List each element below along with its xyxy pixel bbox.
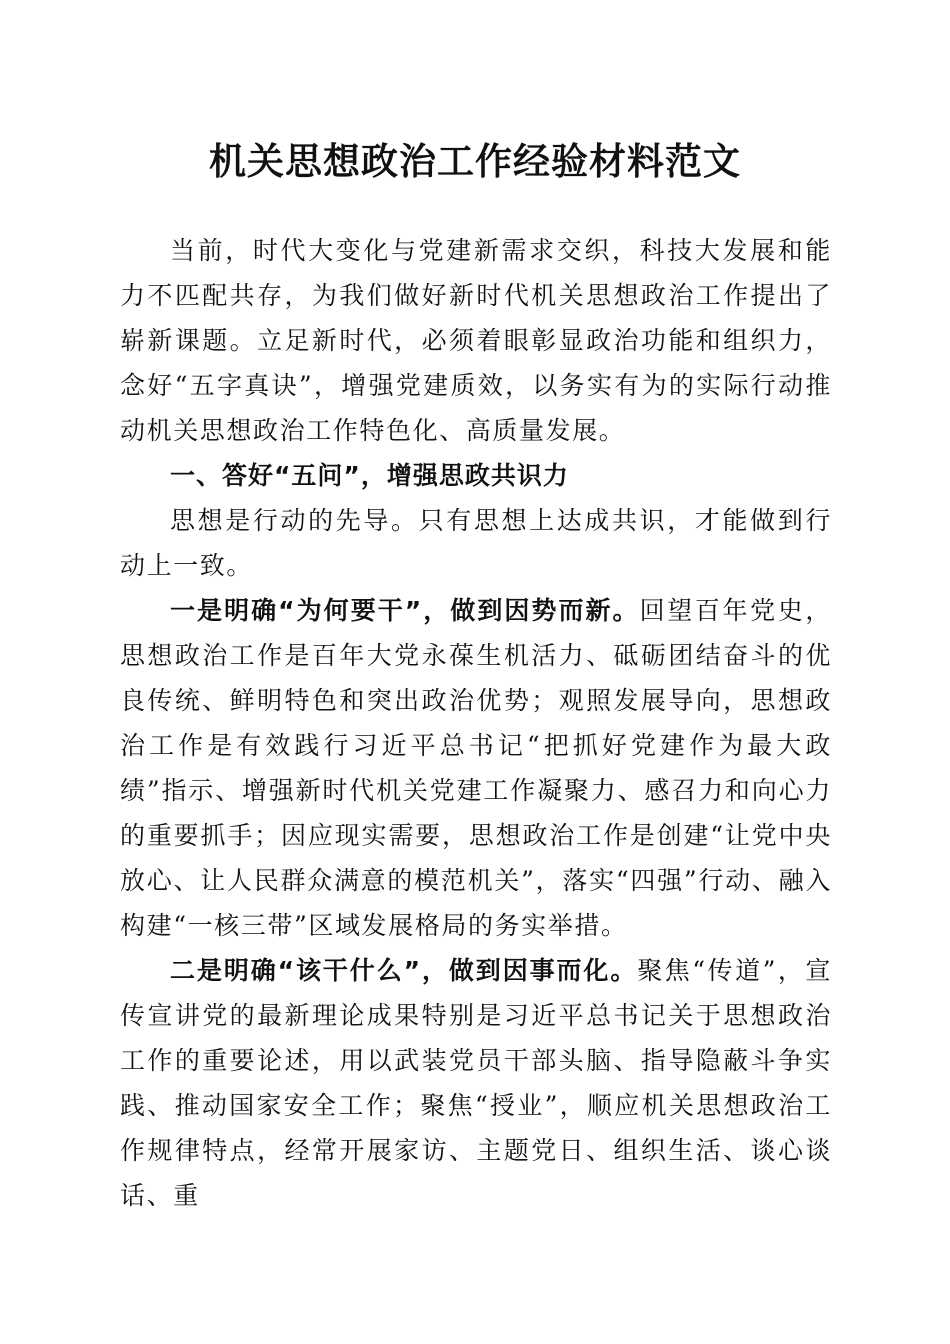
section-heading-1: 一、答好“五问”，增强思政共识力: [170, 461, 569, 490]
point-1-paragraph: [120, 588, 832, 948]
document-title: 机关思想政治工作经验材料范文: [209, 139, 741, 183]
point-2-lead: 二是明确“该干什么”，做到因事而化。: [170, 956, 638, 985]
point-1-lead: 一是明确“为何要干”，做到因势而新。: [170, 596, 640, 625]
document-body: [120, 228, 832, 1218]
point-2-body: 聚焦“传道”，宣传宣讲党的最新理论成果特别是习近平总书记关于思想政治工作的重要论述，用以武装党员干部头脑、指导隐蔽斗争实践、推动国家安全工作；聚焦“授业”，顺应机关思想政治工作规律特点，经常开展家访、主题党日、组织生活、谈心谈话、重: [120, 956, 832, 1210]
point-1-body: 回望百年党史，思想政治工作是百年大党永葆生机活力、砥砺团结奋斗的优良传统、鲜明特色和突出政治优势；观照发展导向，思想政治工作是有效践行习近平总书记“把抓好党建作为最大政绩”指示、增强新时代机关党建工作凝聚力、感召力和向心力的重要抓手；因应现实需要，思想政治工作是创建“让党中央放心、让人民群众满意的模范机关”，落实“四强”行动、融入构建“一核三带”区域发展格局的务实举措。: [120, 596, 832, 940]
section1-lead-paragraph: 思想是行动的先导。只有思想上达成共识，才能做到行动上一致。: [120, 506, 832, 580]
intro-paragraph: 当前，时代大变化与党建新需求交织，科技大发展和能力不匹配共存，为我们做好新时代机关思想政治工作提出了崭新课题。立足新时代，必须着眼彰显政治功能和组织力，念好“五字真诀”，增强党建质效，以务实有为的实际行动推动机关思想政治工作特色化、高质量发展。: [120, 236, 832, 445]
point-2-paragraph: [120, 948, 832, 1218]
